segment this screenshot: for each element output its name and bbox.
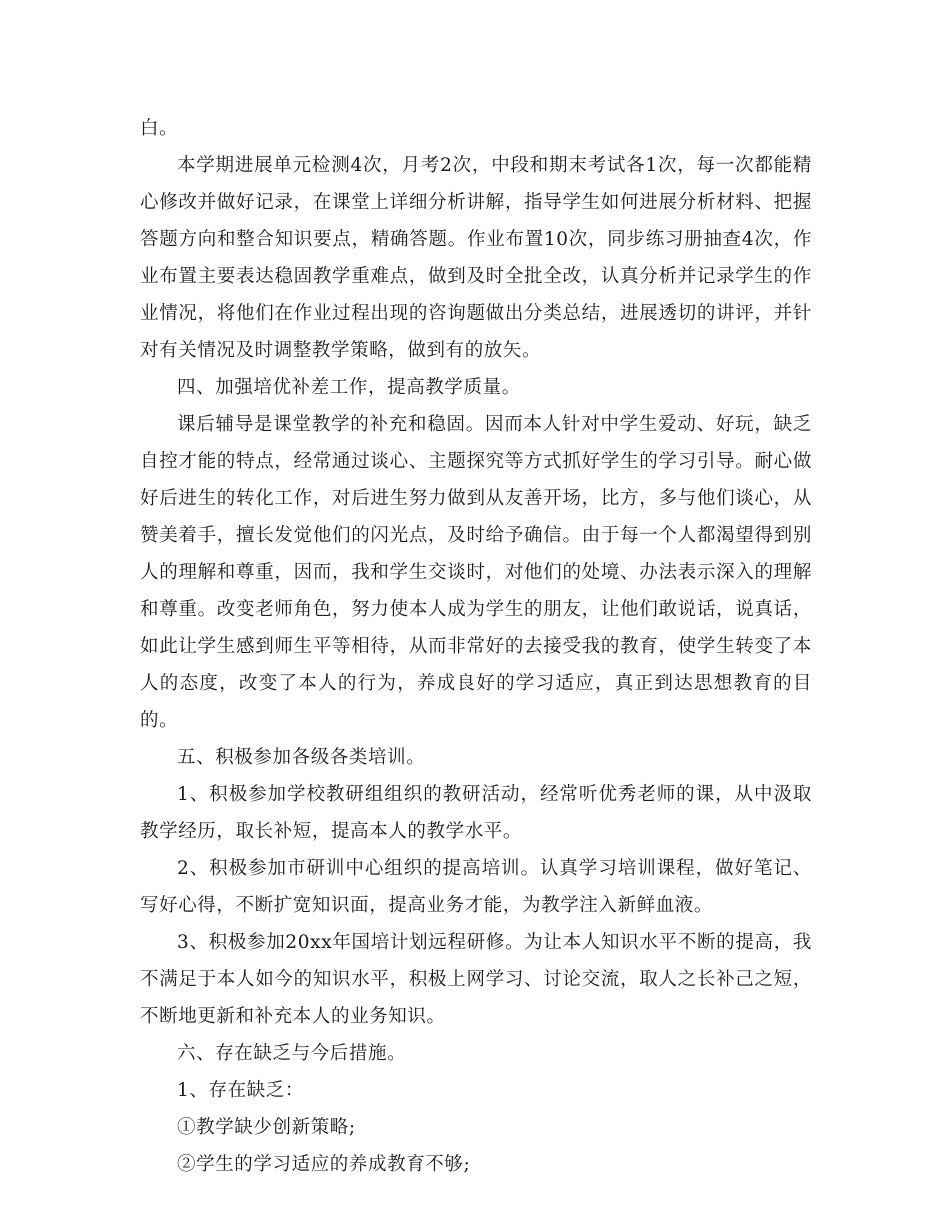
paragraph-tutoring: 课后辅导是课堂教学的补充和稳固。因而本人针对中学生爱动、好玩，缺乏自控才能的特点，经常通过谈心、主题探究等方式抓好学生的学习引导。耐心做好后进生的转化工作，对后进生努力做到从友善开场，比方，多与他们谈心，从赞美着手，擅长发觉他们的闪光点，及时给予确信。由于每一个人都渴望得到别人的理解和尊重，因而，我和学生交谈时，对他们的处境、办法表示深入的理解和尊重。改变老师角色，努力使本人成为学生的朋友，让他们敢说话，说真话，如此让学生感到师生平等相待，从而非常好的去接受我的教育，使学生转变了本人的态度，改变了本人的行为，养成良好的学习适应，真正到达思想教育的目的。 [140,414,812,731]
list-item-training-2: 2、积极参加市研训中心组织的提高培训。认真学习培训课程，做好笔记、写好心得，不断扩宽知识面，提高业务才能，为教学注入新鲜血液。 [140,858,812,916]
list-item-shortcoming-2: ②学生的学习适应的养成教育不够; [177,1154,471,1175]
section-heading-6: 六、存在缺乏与今后措施。 [177,1043,407,1064]
document-page [140,110,812,1183]
list-item-training-1: 1、积极参加学校教研组组织的教研活动，经常听优秀老师的课，从中汲取教学经历，取长补短，提高本人的教学水平。 [140,784,812,842]
section-heading-4: 四、加强培优补差工作，提高教学质量。 [177,377,521,398]
list-item-training-3: 3、积极参加20xx年国培计划远程研修。为让本人知识水平不断的提高，我不满足于本人如今的知识水平，积极上网学习、讨论交流，取人之长补己之短，不断地更新和补充本人的业务知识。 [140,932,812,1027]
paragraph-continuation: 白。 [140,118,179,139]
subheading-shortcomings: 1、存在缺乏： [177,1080,304,1101]
section-heading-5: 五、积极参加各级各类培训。 [177,747,426,768]
paragraph-exams-homework: 本学期进展单元检测4次，月考2次，中段和期末考试各1次，每一次都能精心修改并做好记录，在课堂上详细分析讲解，指导学生如何进展分析材料、把握答题方向和整合知识要点，精确答题。作业布置10次，同步练习册抽查4次，作业布置主要表达稳固教学重难点，做到及时全批全改，认真分析并记录学生的作业情况，将他们在作业过程出现的咨询题做出分类总结，进展透切的讲评，并针对有关情况及时调整教学策略，做到有的放矢。 [140,155,812,361]
list-item-shortcoming-1: ①教学缺少创新策略; [177,1117,356,1138]
